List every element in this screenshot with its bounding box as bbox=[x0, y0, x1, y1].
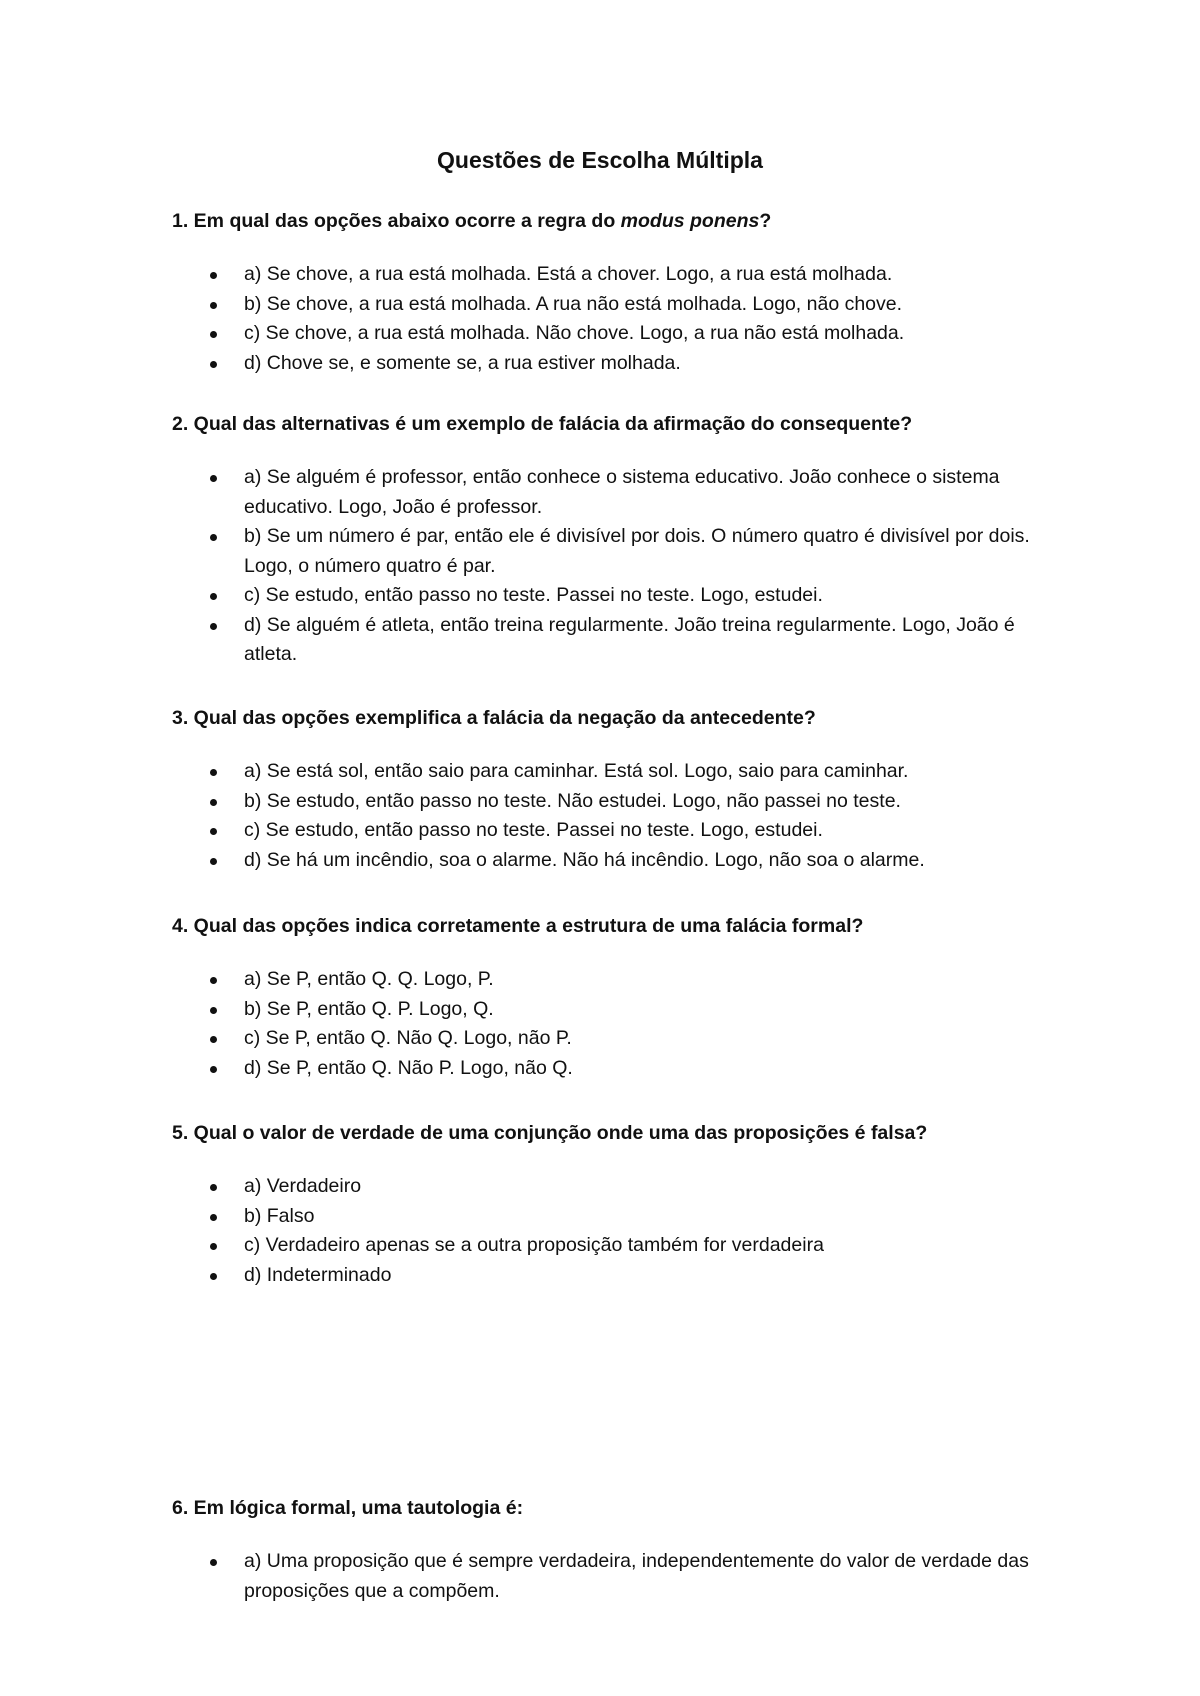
option-c bbox=[172, 1024, 1052, 1054]
question-4 bbox=[172, 911, 1052, 1083]
option-b bbox=[172, 1202, 1052, 1232]
question-6 bbox=[172, 1493, 1052, 1606]
bullet-icon bbox=[210, 593, 217, 600]
option-text: c) Se estudo, então passo no teste. Passei no teste. Logo, estudei. bbox=[244, 819, 823, 841]
bullet-icon bbox=[210, 1273, 217, 1280]
option-text: b) Se estudo, então passo no teste. Não estudei. Logo, não passei no teste. bbox=[244, 789, 901, 812]
option-c bbox=[172, 1231, 1052, 1261]
question-1 bbox=[172, 206, 1052, 378]
option-text: b) Falso bbox=[244, 1204, 315, 1227]
question-5 bbox=[172, 1118, 1052, 1290]
bullet-icon bbox=[210, 1559, 217, 1566]
option-text: d) Se P, então Q. Não P. Logo, não Q. bbox=[244, 1056, 573, 1079]
option-text: a) Uma proposição que é sempre verdadeira, independentemente do valor de verdade das proposições que a compõem. bbox=[244, 1550, 1029, 1602]
bullet-icon bbox=[210, 828, 217, 835]
question-3 bbox=[172, 703, 1052, 875]
question-heading: 5. Qual o valor de verdade de uma conjunção onde uma das proposições é falsa? bbox=[172, 1122, 928, 1144]
option-b bbox=[172, 290, 1052, 320]
bullet-icon bbox=[210, 1066, 217, 1073]
option-text: c) Se estudo, então passo no teste. Passei no teste. Logo, estudei. bbox=[244, 584, 823, 606]
option-a bbox=[172, 1172, 1052, 1202]
option-text: a) Se P, então Q. Q. Logo, P. bbox=[244, 968, 494, 990]
option-a bbox=[172, 757, 1052, 787]
document-title: Questões de Escolha Múltipla bbox=[437, 147, 763, 173]
question-heading: 2. Qual das alternativas é um exemplo de falácia da afirmação do consequente? bbox=[172, 413, 913, 435]
option-text: d) Chove se, e somente se, a rua estiver molhada. bbox=[244, 351, 681, 374]
bullet-icon bbox=[210, 1036, 217, 1043]
question-heading: 4. Qual das opções indica corretamente a estrutura de uma falácia formal? bbox=[172, 915, 864, 937]
option-a bbox=[172, 463, 1052, 522]
option-list bbox=[172, 1547, 1052, 1606]
bullet-icon bbox=[210, 272, 217, 279]
option-b bbox=[172, 787, 1052, 817]
bullet-icon bbox=[210, 1007, 217, 1014]
option-text: b) Se chove, a rua está molhada. A rua não está molhada. Logo, não chove. bbox=[244, 292, 903, 315]
bullet-icon bbox=[210, 1243, 217, 1250]
option-list bbox=[172, 260, 1052, 378]
bullet-icon bbox=[210, 302, 217, 309]
option-text: c) Se chove, a rua está molhada. Não chove. Logo, a rua não está molhada. bbox=[244, 322, 905, 344]
option-list bbox=[172, 463, 1052, 670]
option-text: c) Se P, então Q. Não Q. Logo, não P. bbox=[244, 1027, 572, 1049]
bullet-icon bbox=[210, 1214, 217, 1221]
option-text: c) Verdadeiro apenas se a outra proposição também for verdadeira bbox=[244, 1234, 824, 1256]
option-c bbox=[172, 816, 1052, 846]
option-text: d) Indeterminado bbox=[244, 1263, 392, 1286]
bullet-icon bbox=[210, 361, 217, 368]
question-heading: 3. Qual das opções exemplifica a falácia da negação da antecedente? bbox=[172, 707, 816, 729]
option-b bbox=[172, 522, 1052, 581]
question-heading-end: ? bbox=[759, 210, 772, 232]
question-heading-text: 1. Em qual das opções abaixo ocorre a regra do bbox=[172, 210, 621, 232]
option-a bbox=[172, 260, 1052, 290]
option-text: a) Se está sol, então saio para caminhar. Está sol. Logo, saio para caminhar. bbox=[244, 760, 909, 782]
option-list bbox=[172, 1172, 1052, 1290]
option-d bbox=[172, 611, 1052, 670]
option-d bbox=[172, 1054, 1052, 1084]
option-d bbox=[172, 846, 1052, 876]
bullet-icon bbox=[210, 769, 217, 776]
option-a bbox=[172, 1547, 1052, 1606]
option-a bbox=[172, 965, 1052, 995]
option-text: a) Verdadeiro bbox=[244, 1175, 362, 1197]
option-b bbox=[172, 995, 1052, 1025]
option-text: a) Se chove, a rua está molhada. Está a chover. Logo, a rua está molhada. bbox=[244, 263, 893, 285]
bullet-icon bbox=[210, 623, 217, 630]
option-text: d) Se há um incêndio, soa o alarme. Não há incêndio. Logo, não soa o alarme. bbox=[244, 848, 925, 871]
bullet-icon bbox=[210, 977, 217, 984]
bullet-icon bbox=[210, 1184, 217, 1191]
option-d bbox=[172, 349, 1052, 379]
bullet-icon bbox=[210, 799, 217, 806]
option-list bbox=[172, 757, 1052, 875]
question-heading-italic: modus ponens bbox=[620, 210, 760, 232]
option-c bbox=[172, 581, 1052, 611]
bullet-icon bbox=[210, 858, 217, 865]
question-2 bbox=[172, 409, 1052, 670]
option-text: d) Se alguém é atleta, então treina regularmente. João treina regularmente. Logo, João é atleta. bbox=[244, 613, 1015, 665]
bullet-icon bbox=[210, 331, 217, 338]
question-heading: 6. Em lógica formal, uma tautologia é: bbox=[172, 1497, 524, 1519]
option-d bbox=[172, 1261, 1052, 1291]
question-heading bbox=[172, 206, 1052, 236]
option-c bbox=[172, 319, 1052, 349]
bullet-icon bbox=[210, 534, 217, 541]
option-list bbox=[172, 965, 1052, 1083]
option-text: a) Se alguém é professor, então conhece o sistema educativo. João conhece o sistema educativo. Logo, João é professor. bbox=[244, 466, 1000, 518]
option-text: b) Se um número é par, então ele é divisível por dois. O número quatro é divisível por dois. Logo, o número quatro é par. bbox=[244, 525, 1030, 577]
option-text: b) Se P, então Q. P. Logo, Q. bbox=[244, 997, 494, 1020]
bullet-icon bbox=[210, 475, 217, 482]
